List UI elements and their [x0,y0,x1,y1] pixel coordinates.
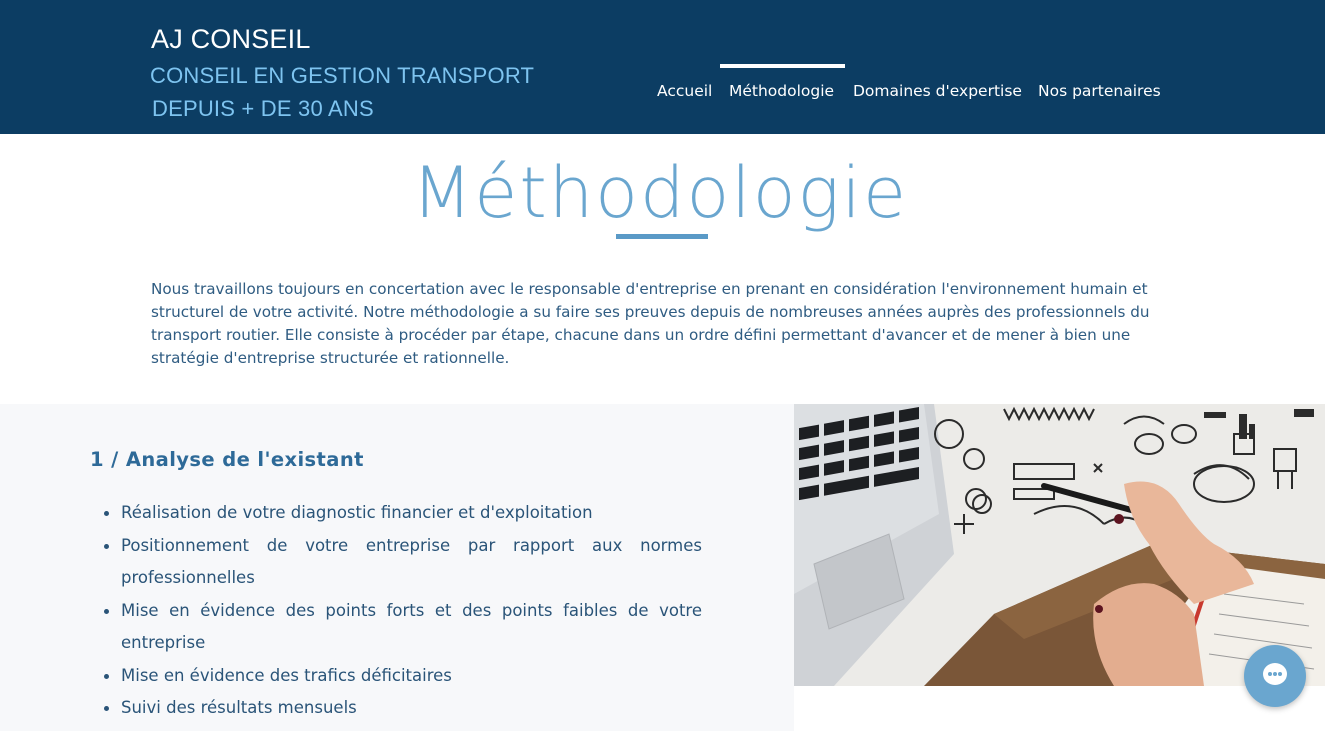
nav-item-accueil[interactable]: Accueil [657,82,713,100]
list-item: Positionnement de votre entreprise par rapport aux normes professionnelles [104,530,702,595]
nav-item-domaines-expertise[interactable]: Domaines d'expertise [853,82,1022,100]
title-underline [616,234,708,239]
list-item: Réalisation de votre diagnostic financier et d'exploitation [104,497,702,530]
brand-tagline-line1: CONSEIL EN GESTION TRANSPORT [150,63,535,88]
list-item: Mise en évidence des points forts et des points faibles de votre entreprise [104,595,702,660]
nav-active-indicator [720,64,845,68]
nav-item-methodologie[interactable]: Méthodologie [729,82,835,100]
chat-bubble-icon [1263,663,1287,685]
photo-illustration [794,404,1325,686]
chat-button[interactable] [1244,645,1306,707]
brand-title[interactable]: AJ CONSEIL [151,24,311,54]
section-heading: 1 / Analyse de l'existant [90,448,364,471]
brand-tagline-line2: DEPUIS + DE 30 ANS [152,96,374,121]
intro-paragraph: Nous travaillons toujours en concertation avec le responsable d'entreprise en prenant en considération l'environnement humain et structurel de votre activité. Notre méthodologie a su faire ses preuves depuis de nombreuses années auprès des professionnels du transport routier. Elle consiste à procéder par étape, chacune dans un ordre défini permettant d'avancer et de mener à bien une stratégie d'entreprise structurée et rationnelle. [151,280,1150,367]
bullet-list [104,497,702,725]
list-item: Suivi des résultats mensuels [104,692,702,725]
page-title: Méthodologie [411,152,909,234]
laptop-sketch-photo [794,404,1325,686]
list-item: Mise en évidence des trafics déficitaires [104,660,702,693]
nav-item-nos-partenaires[interactable]: Nos partenaires [1038,82,1161,100]
site-header [0,0,1325,134]
